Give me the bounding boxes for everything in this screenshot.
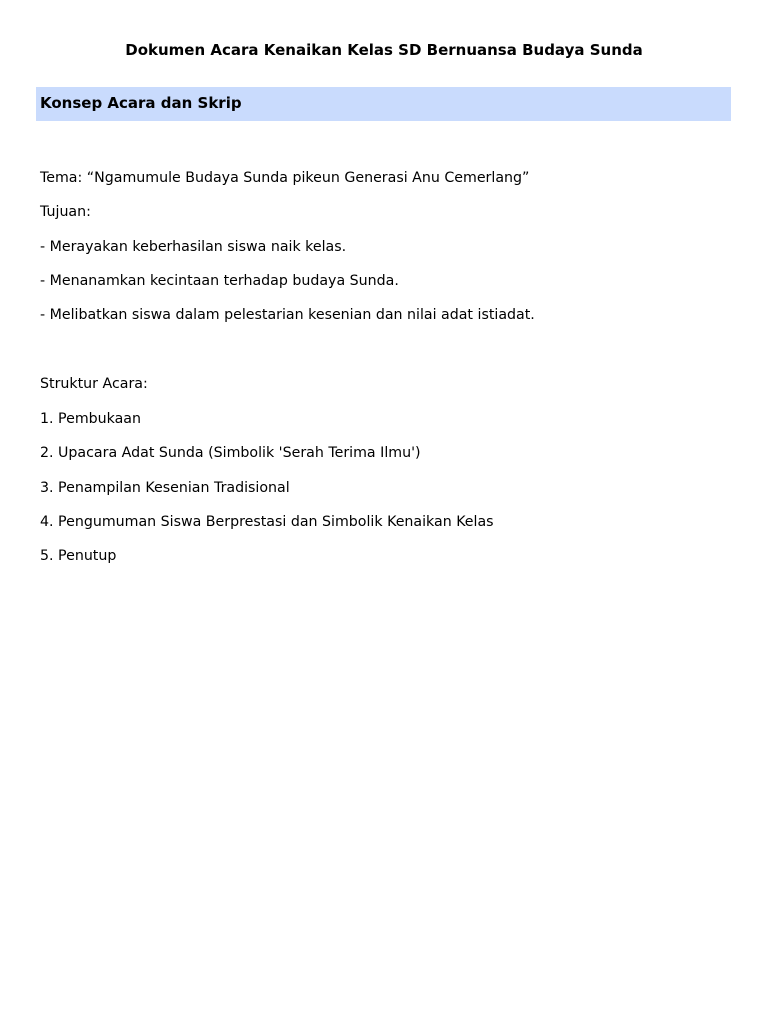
- structure-item: 5. Penutup: [40, 548, 117, 564]
- objective-item: - Melibatkan siswa dalam pelestarian kesenian dan nilai adat istiadat.: [40, 307, 535, 323]
- structure-item: 3. Penampilan Kesenian Tradisional: [40, 480, 290, 496]
- objectives-label: Tujuan:: [40, 204, 91, 220]
- section-header: Konsep Acara dan Skrip: [36, 87, 731, 121]
- document-title: Dokumen Acara Kenaikan Kelas SD Bernuansa Budaya Sunda: [125, 41, 643, 59]
- objective-item: - Menanamkan kecintaan terhadap budaya Sunda.: [40, 273, 399, 289]
- structure-item: 4. Pengumuman Siswa Berprestasi dan Simbolik Kenaikan Kelas: [40, 514, 494, 530]
- structure-item: 1. Pembukaan: [40, 411, 141, 427]
- objective-item: - Merayakan keberhasilan siswa naik kelas.: [40, 239, 347, 255]
- theme-text: Tema: “Ngamumule Budaya Sunda pikeun Generasi Anu Cemerlang”: [40, 170, 530, 186]
- structure-label: Struktur Acara:: [40, 376, 148, 392]
- structure-item: 2. Upacara Adat Sunda (Simbolik 'Serah Terima Ilmu'): [40, 445, 421, 461]
